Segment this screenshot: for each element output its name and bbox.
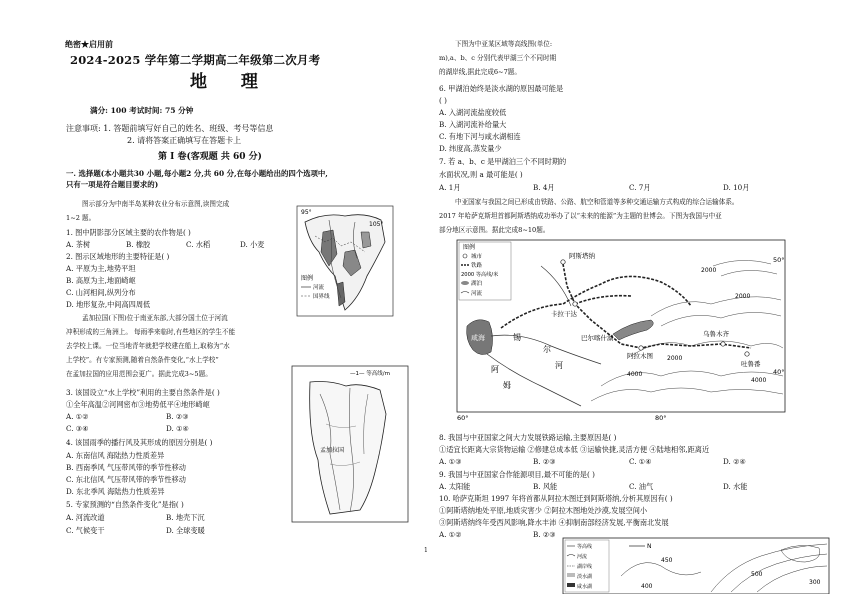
map3-legend-railway: 铁路 <box>471 263 483 269</box>
q7-option: B. 4月 <box>533 183 555 192</box>
q3-option: D. ①④ <box>166 424 189 433</box>
q10-stem: 10. 哈萨克斯坦 1997 年将首都从阿拉木图迁到阿斯塔纳,分析其原因有( ) <box>439 494 673 503</box>
contour-4000: 4000 <box>627 371 643 378</box>
subject-title: 地 理 <box>190 72 272 92</box>
q9-stem: 9. 我国与中亚国家合作能源项目,最不可能的是( ) <box>439 470 595 479</box>
river-syr-1: 锡 <box>513 333 521 342</box>
q2-option: D. 地形复杂,中间高四周低 <box>66 300 151 309</box>
map4-legend-salt: 咸水湖 <box>577 584 593 590</box>
q2-option: A. 平原为主,地势平坦 <box>66 264 136 273</box>
notice-2: 2. 请将答案正确填写在答题卡上 <box>127 136 242 145</box>
q3-option: B. ②③ <box>166 412 189 421</box>
q4-option: D. 东北季风 海陆热力性质差异 <box>66 487 165 496</box>
q8-option: C. ①④ <box>629 457 652 466</box>
q6-option: B. 入湖河流补给量大 <box>439 120 507 129</box>
map4-legend-river: 河流 <box>577 554 588 560</box>
map1-legend-border: 国界线 <box>313 294 330 300</box>
city-karaganda: 卡拉干达 <box>551 310 577 318</box>
q9-option: B. 风能 <box>533 482 558 491</box>
right-column <box>437 0 832 595</box>
map1-label-105: 105° <box>369 221 384 228</box>
contour-2000c: 2000 <box>667 355 683 362</box>
lon-60: 60° <box>457 414 469 422</box>
map3-legend-river: 河流 <box>471 291 483 297</box>
map2-legend: —1— 等高线/m <box>350 371 390 377</box>
notice-1: 注意事项: 1. 答题前填写好自己的姓名、班级、考号等信息 <box>66 124 274 133</box>
q1-option: D. 小麦 <box>240 240 265 249</box>
lake-balkhash: 巴尔喀什湖 <box>581 334 614 342</box>
intro2-line: 孟加拉国(下图)位于南亚东部,大部分国土位于河流 <box>82 314 228 322</box>
intro2-line: 上学校”。有专家预测,随着自然条件变化,“水上学校” <box>66 356 219 364</box>
q8-stem: 8. 我国与中亚国家之间大力发展铁路运输,主要原因是( ) <box>439 433 617 442</box>
q5-stem: 5. 专家预测的“自然条件变化”是指( ) <box>66 500 184 509</box>
intro2-line: 冲积形成的三角洲上。 每雨季来临时,有些地区的学生不能 <box>66 328 236 336</box>
q5-option: D. 全球变暖 <box>166 526 205 535</box>
q10-option: A. ①② <box>439 530 462 539</box>
exam-title: 2024-2025 学年第二学期高二年级第二次月考 <box>70 53 321 67</box>
intro2-line: 去学校上课。一位当地青年就把学校建在船上,取称为“水 <box>66 342 230 350</box>
q1-option: C. 水稻 <box>186 240 211 249</box>
q8-option: D. ②④ <box>723 457 746 466</box>
q5-option: A. 河流改道 <box>66 513 105 522</box>
map4-c300: 300 <box>809 579 821 586</box>
part-title-1: 一. 选择题(本小题共30 小题,每小题2 分,共 60 分,在每小题给出的四个选项中, <box>66 169 328 178</box>
q7-option: A. 1月 <box>439 183 461 192</box>
q4-option: B. 西南季风 气压带风带的季节性移动 <box>66 463 186 472</box>
q4-option: C. 东北信风 气压带风带的季节性移动 <box>66 475 186 484</box>
central-asia-map <box>451 236 791 424</box>
map3-legend-title: 图例 <box>463 244 476 251</box>
q2-stem: 2. 图示区域地形的主要特征是( ) <box>66 252 170 261</box>
intro3-line: 的湖岸线,据此完成6~7题。 <box>439 68 521 76</box>
q6-option: C. 有地下河与咸水湖相连 <box>439 132 521 141</box>
river-amu-2: 姆 <box>503 381 511 390</box>
river-syr-2: 尔 <box>543 345 551 354</box>
river-syr-3: 河 <box>555 361 563 370</box>
q3-line2: ①全年高温②河网密布③地势低平④地形崎岖 <box>66 400 210 409</box>
city-astana: 阿斯塔纳 <box>569 252 595 260</box>
q10-line2: ①阿斯塔纳地处平原,地质灾害少 ②阿拉木图地处沙漠,发展空间小 <box>439 506 648 515</box>
q8-option: B. ②③ <box>533 457 556 466</box>
city-turpan: 吐鲁番 <box>741 360 761 368</box>
map3-legend-city: 城市 <box>471 254 483 260</box>
map3-legend-lake: 湖泊 <box>471 281 483 287</box>
q10-line3: ③阿斯塔纳终年受西风影响,降水丰沛 ④抑制南部经济发展,平衡南北发展 <box>439 518 669 527</box>
q6-option: D. 纬度高,蒸发量少 <box>439 144 502 153</box>
map2-country: 孟加拉国 <box>320 447 345 454</box>
map1-legend-river: 河流 <box>313 285 325 291</box>
score-time: 满分: 100 考试时间: 75 分钟 <box>90 106 194 115</box>
q1-stem: 1. 图中阴影部分区域主要的农作物是( ) <box>66 228 191 237</box>
intro3-line: m),a、b、c 分别代表甲湖三个不同时期 <box>439 54 557 62</box>
q7-option: C. 7月 <box>629 183 651 192</box>
q8-option: A. ①③ <box>439 457 462 466</box>
q4-stem: 4. 该国雨季的播行风及其形成的原因分别是( ) <box>66 438 213 447</box>
lat-50: 50° <box>773 256 785 264</box>
q5-option: C. 气候变干 <box>66 526 105 535</box>
bangladesh-map <box>290 364 410 524</box>
map1-legend-title: 图例 <box>301 275 314 282</box>
q1-option: A. 茶树 <box>66 240 91 249</box>
q1-option: B. 橡胶 <box>126 240 151 249</box>
map4-legend-fresh: 淡水湖 <box>577 574 593 580</box>
q7-option: D. 10月 <box>723 183 750 192</box>
q3-option: A. ①② <box>66 412 89 421</box>
q9-option: A. 太阳能 <box>439 482 471 491</box>
map4-c400: 400 <box>641 583 653 590</box>
q2-option: B. 高原为主,地面崎岖 <box>66 276 136 285</box>
intro4-line: 中亚国家与我国之间已形成由铁路、公路、航空和管道等多种交通运输方式构成的综合运输体系。 <box>455 198 739 206</box>
map4-c500: 500 <box>751 571 763 578</box>
q6-option: A. 入湖河流盐度较低 <box>439 108 507 117</box>
q7-line2: 水面状况,则 a 最可能是( ) <box>439 170 523 179</box>
indochina-map <box>285 202 397 320</box>
lake-aral: 咸海 <box>471 334 485 342</box>
q2-option: C. 山河相间,纵列分布 <box>66 288 136 297</box>
q9-option: C. 油气 <box>629 482 654 491</box>
part-title-2: 只有一项是符合题目要求的) <box>66 180 159 189</box>
q9-option: D. 水能 <box>723 482 748 491</box>
secret-mark: 绝密★启用前 <box>65 39 113 49</box>
q5-option: B. 地壳下沉 <box>166 513 205 522</box>
q8-line2: ①适宜长距离大宗货物运输 ②修建总成本低 ③运输快捷,灵活方便 ④陆地相邻,距离近 <box>439 445 710 454</box>
map3-legend-contour: 2000 等高线/米 <box>461 272 499 278</box>
section-title: 第 Ⅰ 卷(客观题 共 60 分) <box>158 152 262 162</box>
lake-contour-map <box>561 536 831 594</box>
q3-option: C. ③④ <box>66 424 89 433</box>
q6-stem: 6. 甲湖泊始终是淡水湖的原因最可能是 <box>439 84 564 93</box>
lat-40: 40° <box>773 368 785 376</box>
intro3-line: 下图为中亚某区域等高线图(单位: <box>455 40 553 48</box>
map4-c450: 450 <box>661 557 673 564</box>
q4-option: A. 东南信风 海陆热力性质差异 <box>66 451 165 460</box>
intro4-line: 2017 年哈萨克斯坦首都阿斯塔纳成功举办了以“未来的能源”为主题的世博会。下图为我国与中亚 <box>439 212 722 220</box>
map4-legend-contour: 等高线 <box>577 544 593 550</box>
contour-2000b: 2000 <box>735 293 751 300</box>
q7-stem: 7. 若 a、b、c 是甲湖泊三个不同时期的 <box>439 157 567 166</box>
intro2-line: 在孟加拉国的应用范围会更广。据此完成3~5题。 <box>66 370 212 378</box>
page-number: 1 <box>424 547 428 554</box>
intro1-line: 1~2 题。 <box>66 214 96 222</box>
contour-2000a: 2000 <box>701 267 717 274</box>
river-amu-1: 阿 <box>491 365 499 374</box>
contour-4000b: 4000 <box>751 377 767 384</box>
map4-legend-shore: 湖岸线 <box>577 564 593 570</box>
intro4-line: 部分地区示意图。据此完成8~10题。 <box>439 226 550 234</box>
map4-north: N <box>647 543 652 550</box>
intro1-line: 图示部分为中南半岛某种农业分布示意图,读图完成 <box>82 200 230 208</box>
map1-label-95: 95° <box>301 209 312 216</box>
city-almaty: 阿拉木图 <box>627 352 653 360</box>
lon-80: 80° <box>655 414 667 422</box>
q10-option: B. ②③ <box>533 530 556 539</box>
city-urumqi: 乌鲁木齐 <box>703 330 729 338</box>
left-column <box>40 0 415 595</box>
q6-paren: ( ) <box>439 96 447 105</box>
q3-stem: 3. 该国设立“水上学校”利用的主要自然条件是( ) <box>66 388 220 397</box>
